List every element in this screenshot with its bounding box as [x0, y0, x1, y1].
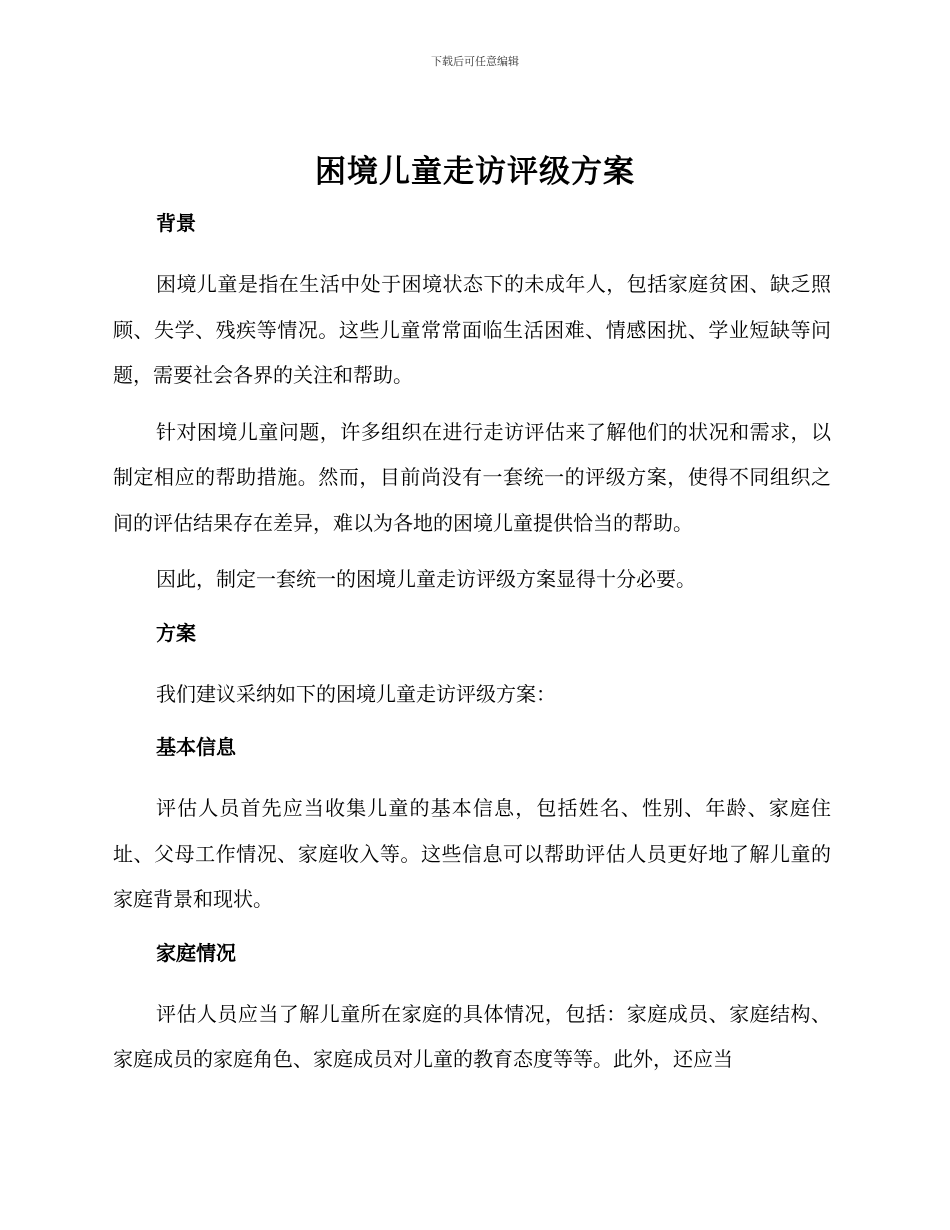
header-note: 下载后可任意编辑: [431, 55, 519, 68]
paragraph: 针对困境儿童问题，许多组织在进行走访评估来了解他们的状况和需求，以制定相应的帮助措施。然而，目前尚没有一套统一的评级方案，使得不同组织之间的评估结果存在差异，难以为各地的困境儿童提供恰当的帮助。: [113, 419, 831, 535]
section-heading-background: 背景: [156, 211, 196, 235]
paragraph: 我们建议采纳如下的困境儿童走访评级方案：: [156, 681, 556, 706]
paragraph: 评估人员首先应当收集儿童的基本信息，包括姓名、性别、年龄、家庭住址、父母工作情况、家庭收入等。这些信息可以帮助评估人员更好地了解儿童的家庭背景和现状。: [113, 796, 831, 911]
paragraph: 因此，制定一套统一的困境儿童走访评级方案显得十分必要。: [156, 567, 696, 591]
paragraph: 困境儿童是指在生活中处于困境状态下的未成年人，包括家庭贫困、缺乏照顾、失学、残疾等情况。这些儿童常常面临生活困难、情感困扰、学业短缺等问题，需要社会各界的关注和帮助。: [113, 272, 831, 387]
paragraph: 评估人员应当了解儿童所在家庭的具体情况，包括：家庭成员、家庭结构、家庭成员的家庭角色、家庭成员对儿童的教育态度等等。此外，还应当: [113, 1001, 831, 1071]
document-body: [113, 206, 831, 1083]
section-heading-family: 家庭情况: [156, 940, 236, 965]
document-title: 困境儿童走访评级方案: [315, 154, 635, 190]
section-heading-basic-info: 基本信息: [156, 735, 236, 759]
section-heading-plan: 方案: [156, 620, 196, 645]
